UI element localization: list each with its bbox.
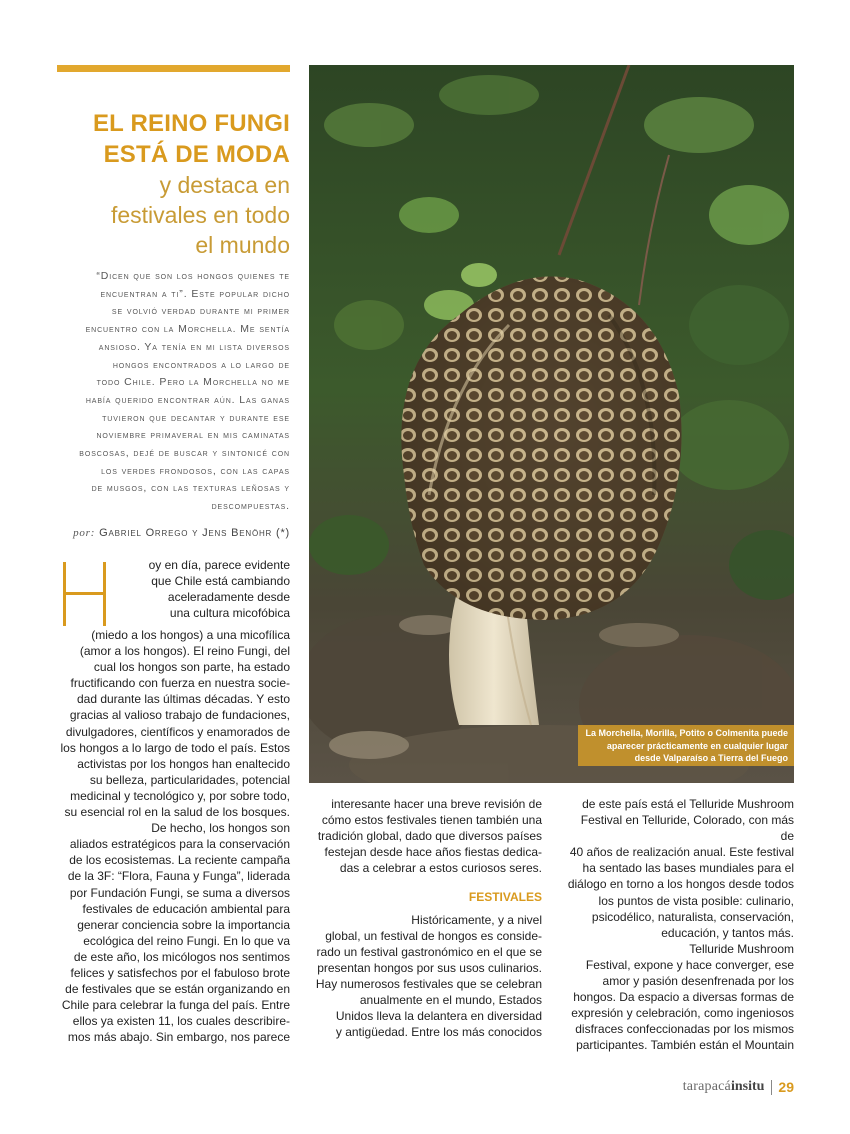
- intro-line: había querido encontrar aún. Las ganas: [85, 393, 290, 406]
- column-3-text: [565, 796, 794, 1054]
- text-line: ha sentado las bases mundiales para el: [582, 861, 794, 876]
- text-line: su esencial rol en la salud de los bosques.: [64, 805, 290, 820]
- intro-line: “Dicen que son los hongos quienes te: [96, 270, 290, 282]
- accent-rule: [57, 65, 290, 72]
- text-line: participantes. También están el Mountain: [576, 1038, 794, 1053]
- text-line: (miedo a los hongos) a una micofílica: [91, 628, 290, 642]
- text-line: cómo estos festivales tienen también una: [321, 813, 542, 828]
- text-line: una cultura micofóbica: [169, 606, 290, 621]
- text-line: de este año, los micólogos nos sentimos: [73, 949, 290, 964]
- footer-divider: [771, 1080, 772, 1095]
- intro-line: se volvió verdad durante mi primer: [111, 305, 290, 318]
- text-line: cual los hongos son parte, ha estado: [93, 660, 290, 675]
- title-line-1: EL REINO FUNGI: [92, 110, 290, 137]
- text-line: hongos. Da espacio a diversas formas de: [573, 990, 794, 1005]
- morchella-illustration: [309, 65, 794, 783]
- text-line: de la 3F: “Flora, Fauna y Funga”, liderada: [67, 869, 290, 884]
- text-line: diálogo en torno a los hongos desde todos: [567, 877, 794, 892]
- intro-line: los verdes frondosos, con las capas: [101, 464, 290, 477]
- text-line: festivales de educación ambiental para: [82, 901, 290, 916]
- body-column-2: [313, 796, 542, 1040]
- text-line: interesante hacer una breve revisión de: [331, 797, 542, 811]
- brand-part-2: insitu: [730, 1079, 765, 1094]
- dropcap-glyph: [60, 561, 116, 627]
- text-line: rado un festival gastronómico en el que se: [316, 944, 542, 959]
- intro-line: encuentro con la Morchella. Me sentía: [85, 323, 290, 336]
- text-line: que Chile está cambiando: [151, 574, 290, 589]
- text-line: (amor a los hongos). El reino Fungi, del: [79, 644, 290, 659]
- text-line: de este país está el Telluride Mushroom: [582, 797, 794, 811]
- text-line: tradición global, dado que diversos países: [317, 829, 542, 844]
- text-line: aliados estratégicos para la conservación: [69, 837, 290, 852]
- text-line: Festival en Telluride, Colorado, con más de: [580, 813, 794, 844]
- headline: [60, 108, 290, 260]
- title-line-2: ESTÁ DE MODA: [103, 141, 290, 168]
- text-line: los hongos a lo largo de todo el país. Estos: [60, 740, 290, 755]
- text-line: ellos ya existen 11, los cuales describire-: [72, 1014, 290, 1029]
- column-2-text: [313, 796, 542, 876]
- text-line: gracias al valioso trabajo de fundaciones,: [69, 708, 290, 723]
- text-line: expresión y celebración, como ingeniosos: [571, 1006, 794, 1021]
- byline-prefix: por:: [73, 527, 96, 539]
- text-line: Telluride Mushroom: [689, 941, 794, 956]
- photo-caption: La Morchella, Morilla, Potito o Colmenita puede aparecer prácticamente en cualquier lugar desde Valparaíso a Tierra del Fuego: [578, 725, 794, 766]
- text-line: felices y satisfechos por el fabuloso brote: [70, 965, 290, 980]
- intro-line: descompuestas.: [211, 500, 290, 513]
- text-line: por Fundación Fungi, se suma a diversos: [69, 885, 290, 900]
- column-2-section-text: [313, 912, 542, 1041]
- body-column-3: [565, 796, 794, 1054]
- intro-line: boscosas, dejé de buscar y sintonicé con: [79, 447, 290, 460]
- section-heading: FESTIVALES: [468, 890, 542, 905]
- intro-line: de musgos, con las texturas leñosas y: [91, 482, 290, 495]
- text-line: Históricamente, y a nivel: [411, 912, 542, 927]
- subtitle-line-2: festivales en todo: [110, 202, 290, 228]
- text-line: aceleradamente desde: [167, 590, 290, 605]
- text-line: dad durante las últimas décadas. Y esto: [76, 692, 290, 707]
- intro-line: todo Chile. Pero la Morchella no me: [96, 376, 290, 389]
- page-title: [60, 108, 290, 170]
- text-line: 40 años de realización anual. Este festival: [569, 845, 794, 860]
- subtitle: [60, 170, 290, 260]
- intro-paragraph: [60, 268, 290, 516]
- text-line: divulgadores, científicos y enamorados de: [65, 724, 290, 739]
- text-line: das a celebrar a estos curiosos seres.: [339, 861, 542, 876]
- text-line: mos más abajo. Sin embargo, nos parece: [67, 1030, 290, 1045]
- text-line: de festivales que se están organizando en: [65, 982, 290, 997]
- text-line: disfraces confeccionadas por los mismos: [575, 1022, 794, 1037]
- text-line: y antigüedad. Entre los más conocidos: [335, 1025, 542, 1040]
- text-line: psicodélico, naturalista, conservación,: [591, 909, 794, 924]
- text-line: Hay numerosos festivales que se celebran: [315, 976, 542, 991]
- text-line: anualmente en el mundo, Estados: [359, 993, 542, 1008]
- text-line: medicinal y tecnológico y, por sobre todo,: [70, 788, 290, 803]
- subtitle-line-3: el mundo: [195, 232, 290, 258]
- intro-line: hongos encontrados a lo largo de: [112, 358, 290, 371]
- text-line: ecológica del reino Fungi. En lo que va: [83, 933, 290, 948]
- intro-line: encuentran a ti”. Este popular dicho: [100, 287, 290, 300]
- text-line: oy en día, parece evidente: [148, 558, 290, 572]
- text-line: Festival, expone y hace converger, ese: [585, 957, 794, 972]
- text-line: los puntos de vista posible: culinario,: [598, 893, 794, 908]
- text-line: global, un festival de hongos es conside-: [325, 928, 542, 943]
- dropcap: [60, 561, 118, 627]
- text-line: De hecho, los hongos son: [151, 821, 290, 836]
- text-line: Unidos lleva la delantera en diversidad: [335, 1009, 542, 1024]
- column-1-text: [60, 627, 290, 1045]
- byline-authors: Gabriel Orrego y Jens Benöhr (*): [99, 527, 290, 539]
- text-line: su belleza, particularidades, potencial: [89, 772, 290, 787]
- page-footer: [683, 1079, 794, 1095]
- text-line: educación, y tantos más.: [661, 925, 794, 940]
- text-line: fructificando con fuerza en nuestra socie-: [70, 676, 290, 691]
- body-column-1: [60, 557, 290, 1045]
- text-line: festejan desde hace años fiestas dedica-: [324, 845, 542, 860]
- text-line: presentan hongos por sus usos culinarios.: [317, 960, 542, 975]
- text-line: de los ecosistemas. La reciente campaña: [69, 853, 290, 868]
- subtitle-line-1: y destaca en: [159, 172, 290, 198]
- publication-logo: [683, 1079, 765, 1095]
- page-number: 29: [778, 1079, 794, 1095]
- text-line: activistas por los hongos han enaltecido: [77, 756, 290, 771]
- brand-part-1: tarapacá: [682, 1079, 731, 1094]
- byline: [60, 527, 290, 539]
- intro-line: noviembre primaveral en mis caminatas: [96, 429, 290, 442]
- morchella-photo: [309, 65, 794, 783]
- text-line: generar conciencia sobre la importancia: [77, 917, 290, 932]
- intro-line: ansioso. Ya tenía en mi lista diversos: [98, 340, 290, 353]
- intro-line: tuvieron que decantar y durante ese: [102, 411, 290, 424]
- text-line: amor y pasión desenfrenada por los: [602, 974, 794, 989]
- text-line: Chile para celebrar la funga del país. Entre: [61, 998, 290, 1013]
